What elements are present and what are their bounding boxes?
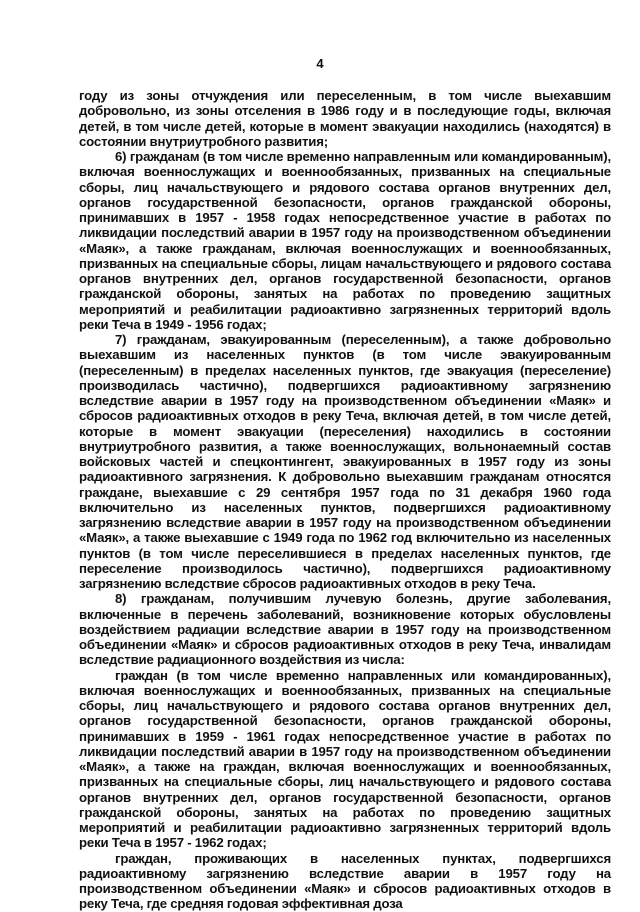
- page-number: 4: [316, 56, 324, 71]
- paragraph-item-6: 6) гражданам (в том числе временно направленным или командированным), включая военнослужащих и военнообязанных, призванных на специальные сборы, лиц начальствующего и рядового состава органов внутренних дел, органов государственной безопасности, органов гражданской обороны, принимавших в 1957 - 1958 годах непосредственное участие в работах по ликвидации последствий аварии в 1957 году на производственном объединении «Маяк», а также гражданам, включая военнослужащих и военнообязанных, призванных на специальные сборы, лицам начальствующего и рядового состава органов внутренних дел, органов государственной безопасности, органов гражданской обороны, занятых на работах по проведению защитных мероприятий и реабилитации радиоактивно загрязненных территорий вдоль реки Теча в 1949 - 1956 годах;: [79, 149, 611, 332]
- paragraph-item-8: 8) гражданам, получившим лучевую болезнь, другие заболевания, включенные в перечень заболеваний, возникновение которых обусловлены воздействием радиации вследствие аварии в 1957 году на производственном объединении «Маяк» и сбросов радиоактивных отходов в реку Теча, инвалидам вследствие радиационного воздействия из числа:: [79, 591, 611, 668]
- paragraph-item-8-subitem-2: граждан, проживающих в населенных пунктах, подвергшихся радиоактивному загрязнению вследствие аварии в 1957 году на производственном объединении «Маяк» и сбросов радиоактивных отходов в реку Теча, где средняя годовая эффективная доза: [79, 850, 611, 912]
- paragraph-item-8-subitem-1: граждан (в том числе временно направленных или командированных), включая военнослужащих и военнообязанных, призванных на специальные сборы, лиц начальствующего и рядового состава органов внутренних дел, органов государственной безопасности, органов гражданской обороны, принимавших в 1959 - 1961 годах непосредственное участие в работах по ликвидации последствий аварии в 1957 году на производственном объединении «Маяк», а также на граждан, включая военнослужащих и военнообязанных, призванных на специальные сборы, лиц начальствующего и рядового состава органов внутренних дел, органов государственной безопасности, органов гражданской обороны, занятых на работах по проведению защитных мероприятий и реабилитации радиоактивно загрязненных территорий вдоль реки Теча в 1957 - 1962 годах;: [79, 667, 611, 851]
- document-body: [79, 88, 611, 912]
- paragraph-item-7: 7) гражданам, эвакуированным (переселенным), а также добровольно выехавшим из населенных пунктов (в том числе эвакуированным (переселенным) в пределах населенных пунктов, где эвакуация (переселение) производилась частично), подвергшихся радиоактивному загрязнению вследствие аварии в 1957 году на производственном объединении «Маяк» и сбросов радиоактивных отходов в реку Теча, включая детей, в том числе детей, которые в момент эвакуации (переселения) находились в состоянии внутриутробного развития, а также военнослужащих, вольнонаемный состав войсковых частей и спецконтингент, эвакуированных в 1957 году из зоны радиоактивного загрязнения. К добровольно выехавшим гражданам относятся граждане, выехавшие с 29 сентября 1957 года по 31 декабря 1960 года включительно из населенных пунктов, подвергшихся радиоактивному загрязнению вследствие аварии в 1957 году на производственном объединении «Маяк», а также выехавшие с 1949 года по 1962 год включительно из населенных пунктов (в том числе переселившиеся в пределах населенных пунктов, где переселение производилось частично), подвергшихся радиоактивному загрязнению вследствие сбросов радиоактивных отходов в реку Теча.: [79, 332, 611, 591]
- paragraph-continuation: году из зоны отчуждения или переселенным, в том числе выехавшим добровольно, из зоны отселения в 1986 году и в последующие годы, включая детей, в том числе детей, которые в момент эвакуации находились (находятся) в состоянии внутриутробного развития;: [79, 88, 611, 149]
